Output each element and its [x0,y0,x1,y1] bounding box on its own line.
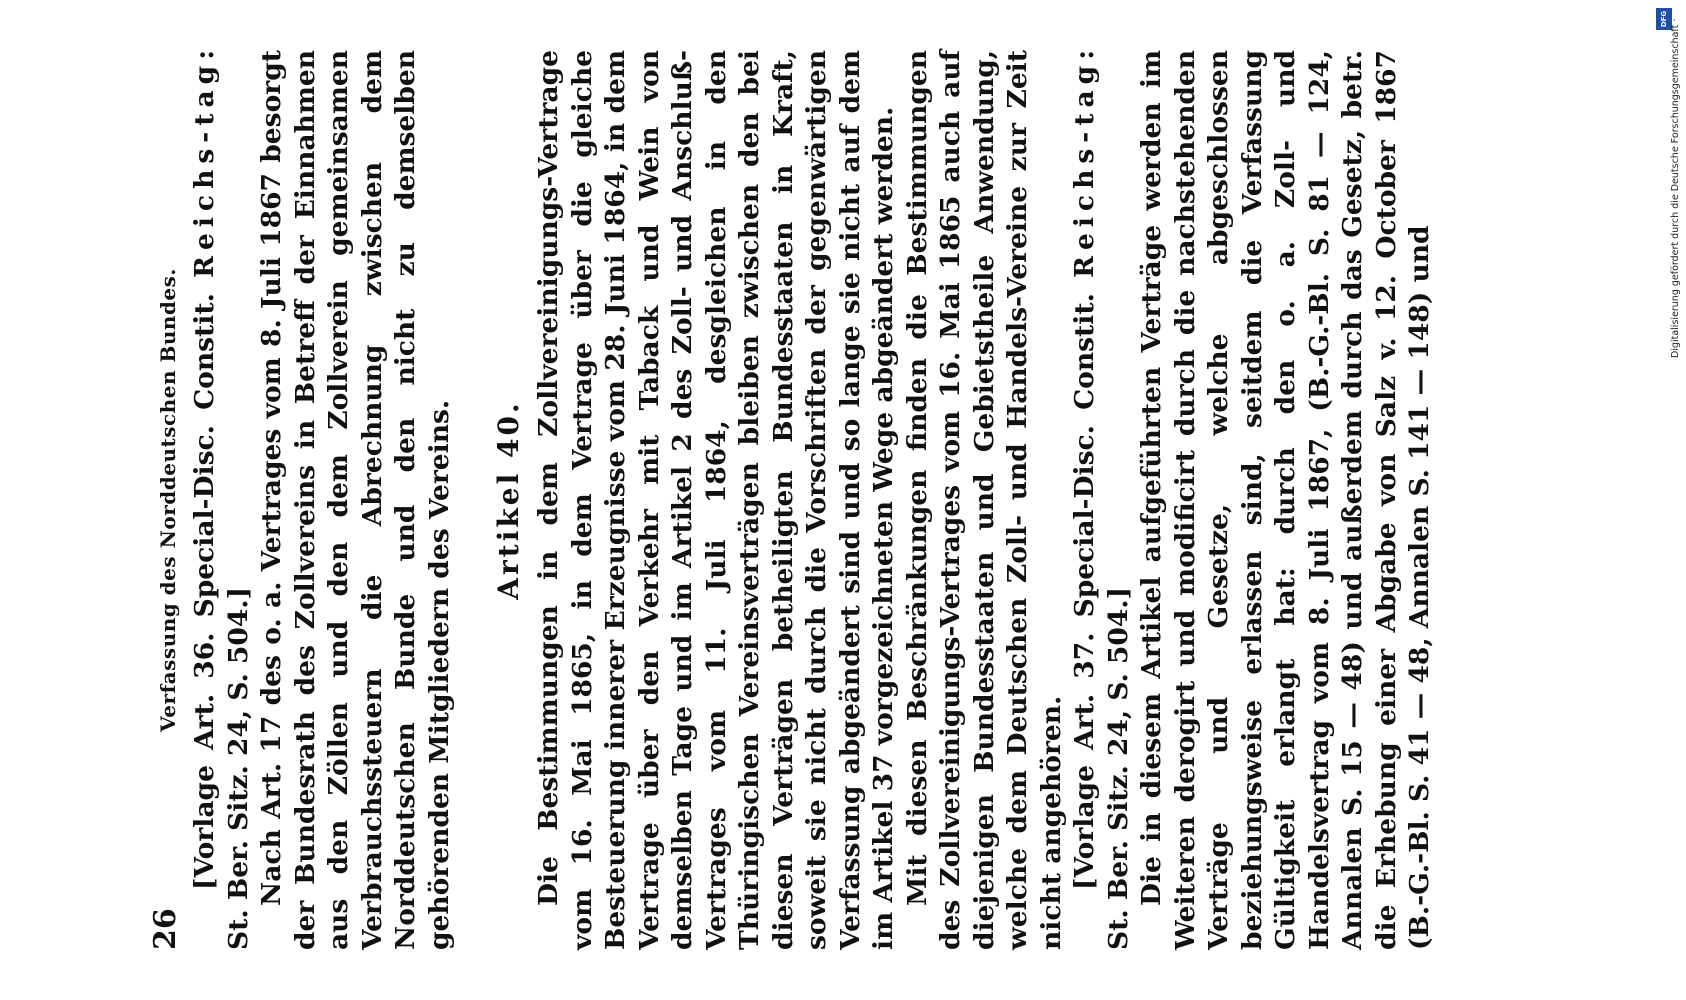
dfg-logo-text: DFG [1660,10,1668,28]
section2-reference-suffix: : St. Ber. Sitz. 24, S. 504.] [1069,50,1134,950]
article40-paragraph-2: Mit diesen Beschränkungen finden die Bestimmungen des Zollvereinigungs-Vertrages vom 16. Mai 1865 auch auf diejenigen Bundesstaaten und Gebietstheile Anwendung, welche dem Deutschen Zoll- und Handels-Vereine zur Zeit nicht angehören. [901,50,1067,950]
running-head [148,50,188,950]
article40-paragraph-1: Die Bestimmungen in dem Zollvereinigungs-Vertrage vom 16. Mai 1865, in dem Vertrage über die gleiche Besteuerung innerer Erzeugnisse vom 28. Juni 1864, in dem Vertrage über den Verkehr mit Taback und Wein von demselben Tage und im Artikel 2 des Zoll- und Anschluß-Vertrages vom 11. Juli 1864, desgleichen in den Thüringischen Vereinsverträgen bleiben zwischen den bei diesen Verträgen betheiligten Bundesstaaten in Kraft, soweit sie nicht durch die Vorschriften der gegenwärtigen Verfassung abgeändert sind und so lange sie nicht auf dem im Artikel 37 vorgezeichneten Wege abgeändert werden. [533,50,899,950]
digitization-credit-text: Digitalisierung gefördert durch die Deutsche Forschungsgemeinschaft · [1670,18,1681,358]
section2-note: Die in diesem Artikel aufgeführten Verträge werden im Weiteren derogirt und modificirt durch die nachstehenden Verträge und Gesetze, welche abgeschlossen beziehungsweise erlassen sind, seitdem die Verfassung Gültigkeit erlangt hat: durch den o. a. Zoll- und Handelsvertrag vom 8. Juli 1867, (B.-G.-Bl. S. 81 — 124, Annalen S. 15 — 48) und außerdem durch das Gesetz, betr. die Erhebung einer Abgabe von Salz v. 12. October 1867 (B.-G.-Bl. S. 41 — 48, Annalen S. 141 — 148) und [1136,50,1435,950]
section2-reference-spaced: Reichs-tag [1069,59,1100,279]
spacer [456,50,492,950]
section1-note: Nach Art. 17 des o. a. Vertrages vom 8. Juli 1867 besorgt der Bundesrath des Zollvereins in Betreff der Einnahmen aus den Zöllen und den dem Zollverein gemeinsamen Verbrauchssteuern die Abrechnung zwischen dem Norddeutschen Bunde und den nicht zu demselben gehörenden Mitgliedern des Vereins. [256,50,455,950]
rotated-page-content [130,50,1610,950]
section1-reference [188,50,255,950]
digitization-credit [1656,8,1681,988]
article-heading: Artikel 40. [492,400,525,600]
section2-reference [1068,50,1135,950]
section1-reference-prefix: [Vorlage Art. 36. Special-Disc. Constit. [189,278,220,890]
running-title: Verfassung des Norddeutschen Bundes. [156,268,180,732]
section2-reference-prefix: [Vorlage Art. 37. Special-Disc. Constit. [1069,278,1100,890]
section1-reference-suffix: : St. Ber. Sitz. 24, S. 504.] [189,50,254,950]
body-text [188,50,1437,950]
section1-reference-spaced: Reichs-tag [189,59,220,279]
page-number: 26 [148,908,183,950]
